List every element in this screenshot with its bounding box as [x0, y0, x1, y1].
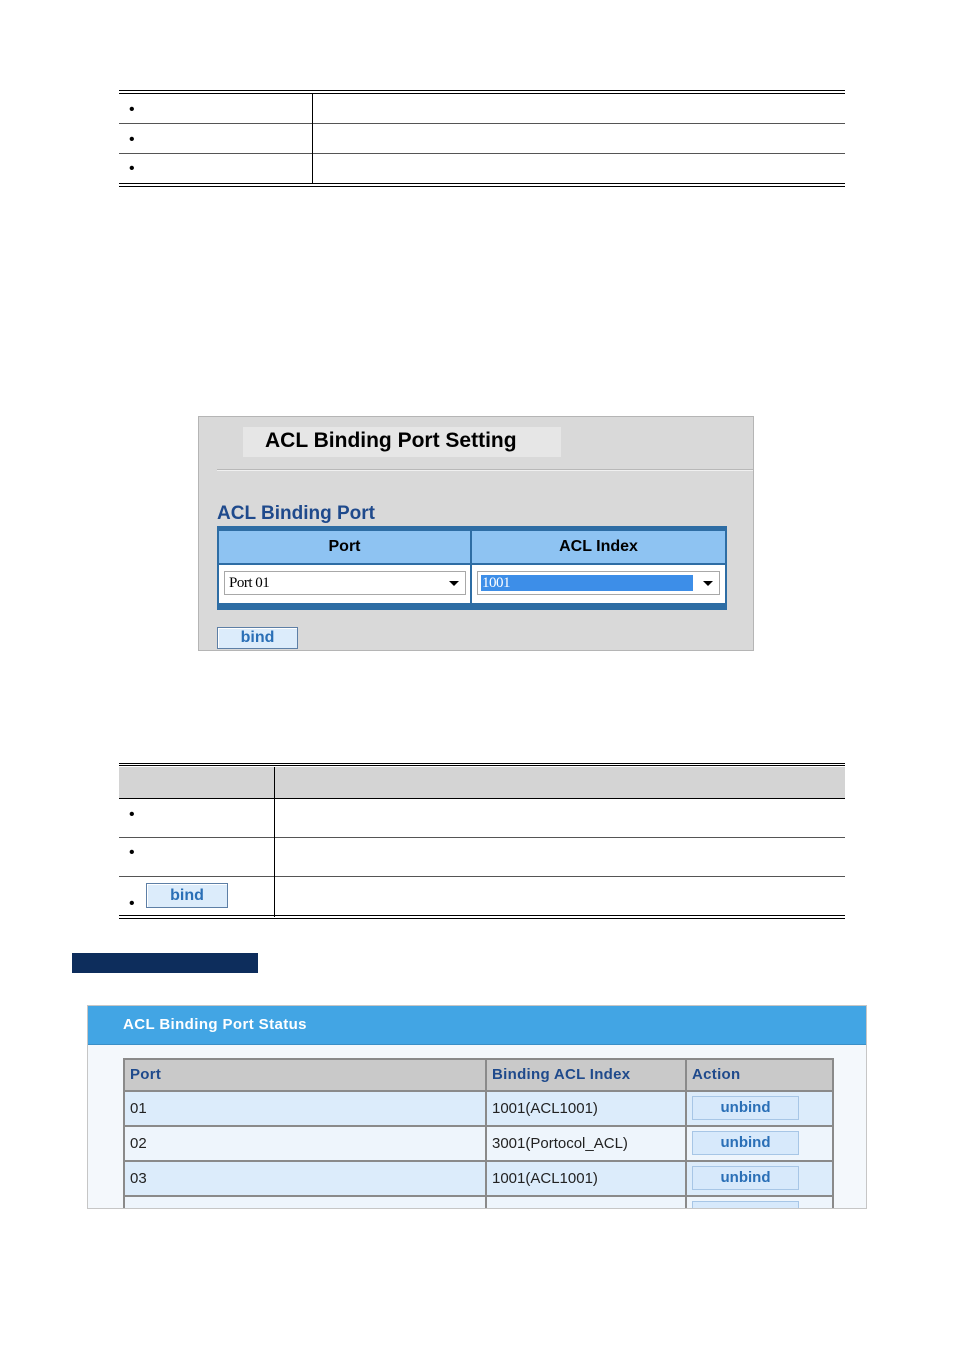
column-header-action: Action	[687, 1060, 832, 1090]
table-bottom-rule	[119, 183, 845, 184]
unbind-button[interactable]: unbind	[692, 1131, 799, 1155]
bullet-icon: •	[129, 895, 135, 912]
table-header-divider	[119, 798, 845, 799]
table-bottom-rule	[119, 915, 845, 916]
table-top-rule	[119, 90, 845, 91]
chevron-down-icon	[703, 581, 713, 586]
table-row-divider	[119, 876, 845, 877]
table-cell-action	[687, 1092, 832, 1125]
table-cell-action	[687, 1127, 832, 1160]
bind-button[interactable]: bind	[217, 627, 298, 649]
section-heading-bar	[72, 953, 258, 973]
table-column-divider	[274, 767, 275, 917]
bullet-icon: •	[129, 844, 135, 861]
table-cell-port: 03	[125, 1162, 485, 1195]
panel-title: ACL Binding Port Setting	[265, 429, 517, 452]
acl-index-select-value: 1001	[482, 575, 510, 591]
table-header-row	[119, 767, 845, 799]
chevron-down-icon	[449, 581, 459, 586]
table-cell-binding: 1001(ACL1001)	[487, 1162, 685, 1195]
panel-separator-highlight	[217, 470, 753, 471]
section-title: ACL Binding Port	[217, 503, 375, 524]
selected-option-highlight	[481, 575, 693, 591]
table-top-rule-inner	[119, 765, 845, 766]
table-bottom-rule-inner	[119, 918, 845, 919]
bullet-icon: •	[129, 160, 135, 177]
bullet-icon: •	[129, 101, 135, 118]
parameter-description-table	[119, 763, 845, 920]
bind-button-sample[interactable]: bind	[146, 883, 228, 908]
table-cell-action	[687, 1197, 832, 1209]
table-top-rule	[119, 763, 845, 764]
table-column-divider	[312, 94, 313, 183]
table-bottom-rule-inner	[119, 186, 845, 187]
acl-index-select[interactable]	[477, 571, 720, 595]
column-header-port: Port	[219, 531, 470, 563]
status-table	[123, 1058, 834, 1209]
port-select[interactable]	[224, 571, 466, 595]
panel-title: ACL Binding Port Status	[123, 1016, 307, 1033]
unbind-button[interactable]: unbind	[692, 1096, 799, 1120]
column-header-acl-index: ACL Index	[472, 531, 725, 563]
table-cell-binding: 1001(ACL1001)	[487, 1092, 685, 1125]
acl-binding-table	[217, 526, 727, 610]
acl-binding-port-status-panel	[87, 1005, 867, 1209]
unbind-button[interactable]: unbind	[692, 1166, 799, 1190]
column-header-binding-acl-index: Binding ACL Index	[487, 1060, 685, 1090]
table-row-divider	[119, 123, 845, 124]
table-row-divider	[119, 837, 845, 838]
column-header-port: Port	[125, 1060, 485, 1090]
port-cell	[219, 565, 470, 603]
acl-index-cell	[472, 565, 725, 603]
table-cell-binding: 3001(Portocol_ACL)	[487, 1127, 685, 1160]
table-cell-port	[125, 1197, 485, 1209]
bullet-icon: •	[129, 806, 135, 823]
port-select-value: Port 01	[229, 575, 270, 591]
table-top-rule-inner	[119, 93, 845, 94]
table-cell-binding	[487, 1197, 685, 1209]
bullet-icon: •	[129, 131, 135, 148]
acl-binding-port-setting-panel	[198, 416, 754, 651]
table-cell-port: 02	[125, 1127, 485, 1160]
table-cell-action	[687, 1162, 832, 1195]
unbind-button-partial[interactable]	[692, 1201, 799, 1209]
table-row-divider	[119, 153, 845, 154]
top-bullet-table	[119, 90, 845, 186]
panel-header	[88, 1006, 866, 1045]
table-cell-port: 01	[125, 1092, 485, 1125]
